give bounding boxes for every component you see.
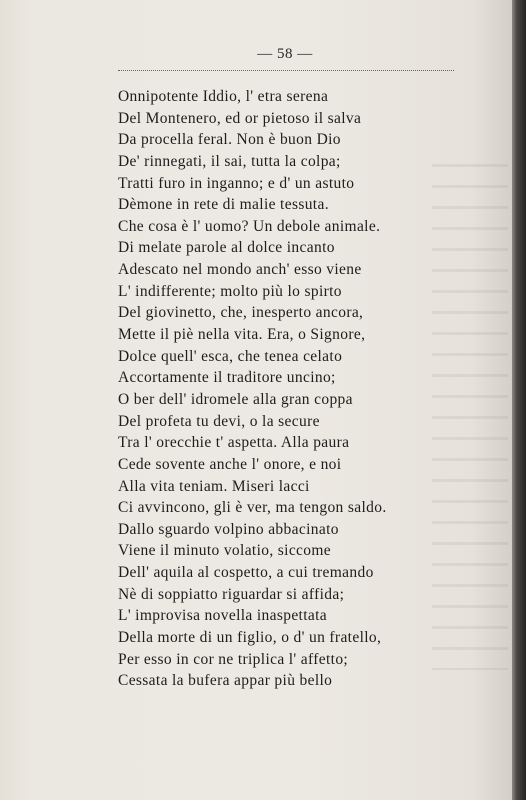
poem-line: Per esso in cor ne triplica l' affetto; [118,650,349,668]
poem-line: Dèmone in rete di malie tessuta. [118,196,329,214]
page-edge [512,0,526,800]
poem-line: De' rinnegati, il sai, tutta la colpa; [118,152,341,170]
poem-line: L' improvisa novella inaspettata [118,607,327,625]
poem-line: Del Montenero, ed or pietoso il salva [118,109,362,127]
poem-line: Ci avvincono, gli è ver, ma tengon saldo. [118,499,387,517]
poem-line: Viene il minuto volatio, siccome [118,542,332,560]
poem-line: Dell' aquila al cospetto, a cui tremando [118,564,374,582]
poem-line: Tratti furo in inganno; e d' un astuto [118,174,355,192]
poem-line: Onnipotente Iddio, l' etra serena [118,88,329,105]
poem-line: Dallo sguardo volpino abbacinato [118,520,339,538]
poem-line: Del profeta tu devi, o la secure [118,412,320,430]
poem-line: Nè di soppiatto riguardar si affida; [118,585,345,603]
poem-line: Mette il piè nella vita. Era, o Signore, [118,326,366,344]
poem-line: Di melate parole al dolce incanto [118,239,335,257]
poem-line: Della morte di un figlio, o d' un fratello, [118,629,382,647]
poem-line: Cessata la bufera appar più bello [118,672,333,690]
poem-line: Cede sovente anche l' onore, e noi [118,455,342,473]
poem-line: Dolce quell' esca, che tenea celato [118,347,343,365]
header-rule [118,70,454,71]
poem-line: Alla vita teniam. Miseri lacci [118,477,310,495]
poem-line: Tra l' orecchie t' aspetta. Alla paura [118,434,350,452]
poem-line: Del giovinetto, che, inesperto ancora, [118,304,364,322]
poem-line: Accortamente il traditore uncino; [118,369,336,387]
poem-line: Adescato nel mondo anch' esso viene [118,261,362,279]
poem-line: L' indifferente; molto più lo spirto [118,282,342,300]
poem-text [118,86,458,692]
poem-line: O ber dell' idromele alla gran coppa [118,390,353,408]
poem-line: Da procella feral. Non è buon Dio [118,131,341,149]
page-number: — 58 — [257,46,313,62]
poem-line: Che cosa è l' uomo? Un debole animale. [118,217,381,235]
